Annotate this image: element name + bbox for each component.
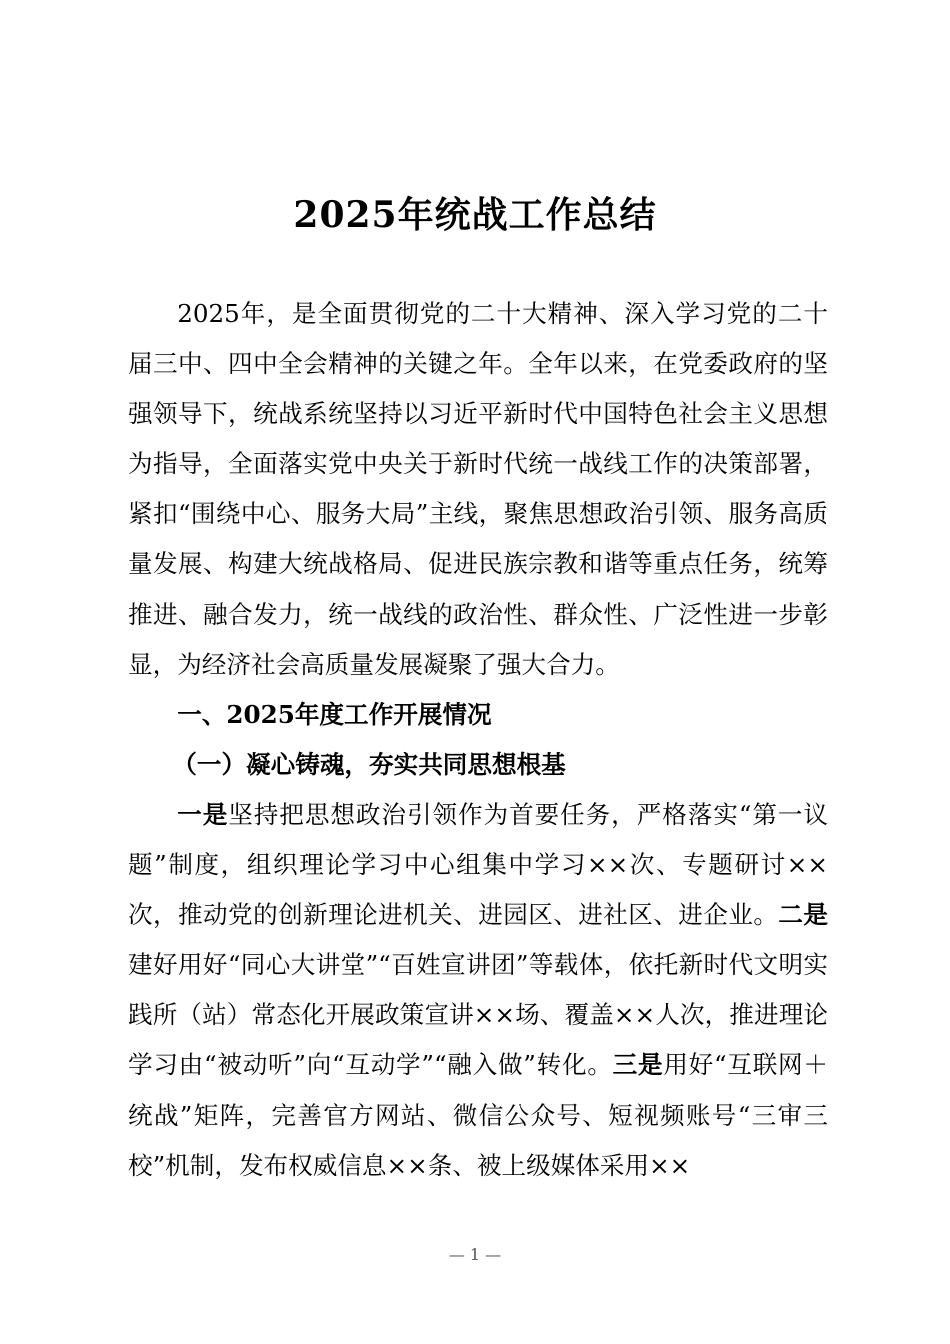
document-title: 2025年统战工作总结	[293, 194, 657, 236]
intro-paragraph: 2025年，是全面贯彻党的二十大精神、深入学习党的二十届三中、四中全会精神的关键之年。全年以来，在党委政府的坚强领导下，统战系统坚持以习近平新时代中国特色社会主义思想为指导，全面落实党中央关于新时代统一战线工作的决策部署，紧扣“围绕中心、服务大局”主线，聚焦思想政治引领、服务高质量发展、构建大统战格局、促进民族宗教和谐等重点任务，统筹推进、融合发力，统一战线的政治性、群众性、广泛性进一步彰显，为经济社会高质量发展凝聚了强大合力。	[128, 299, 828, 679]
page-number: — 1 —	[448, 1245, 502, 1264]
keyword-second: 二是	[778, 900, 828, 930]
subsection-heading: （一）凝心铸魂，夯实共同思想根基	[172, 749, 566, 779]
body-paragraph	[128, 790, 828, 1191]
paragraph-text-second: 建好用好“同心大讲堂”“百姓宣讲团”等载体，依托新时代文明实践所（站）常态化开展政策宣讲××场、覆盖××人次，推进理论学习由“被动听”向“互动学”“融入做”转化。	[128, 950, 828, 1080]
keyword-third: 三是	[612, 1050, 664, 1080]
paragraph-text-third: 用好“互联网＋统战”矩阵，完善官方网站、微信公众号、短视频账号“三审三校”机制，发布权威信息××条、被上级媒体采用××	[128, 1050, 828, 1180]
section-heading: 一、2025年度工作开展情况	[177, 699, 492, 729]
paragraph-text-first: 坚持把思想政治引领作为首要任务，严格落实“第一议题”制度，组织理论学习中心组集中学习××次、专题研讨××次，推动党的创新理论进机关、进园区、进社区、进企业。	[128, 799, 828, 930]
keyword-first: 一是	[177, 799, 229, 829]
document-body	[128, 289, 828, 1191]
